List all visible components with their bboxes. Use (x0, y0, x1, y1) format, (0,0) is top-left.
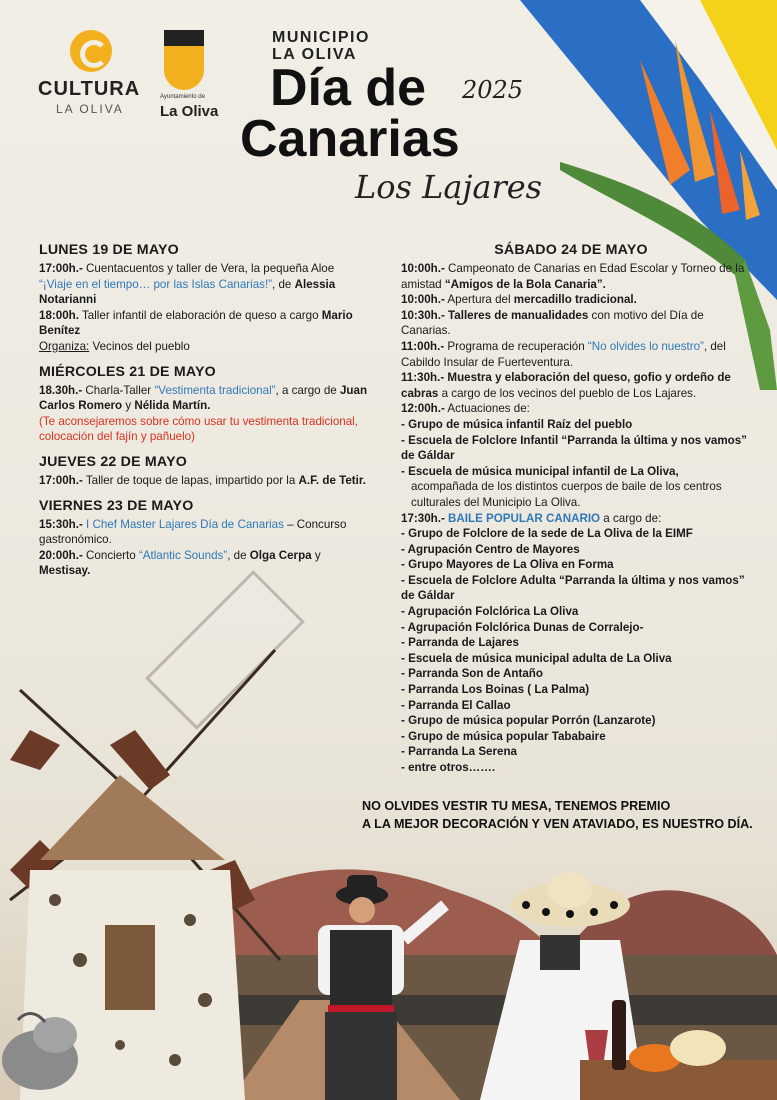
list-item: - Escuela de música municipal infantil de La Oliva, (401, 464, 679, 478)
event-sabado-1: 10:00h.- Campeonato de Canarias en Edad Escolar y Torneo de la amistad “Amigos de la Bola Canaria”. (401, 262, 745, 291)
municipio-line1: MUNICIPIO (272, 29, 370, 46)
list-item: - Grupo de música infantil Raíz del pueblo (401, 417, 633, 431)
list-item: - Grupo de música popular Tababaire (401, 729, 606, 743)
cultura-logo-sub: LA OLIVA (56, 102, 124, 116)
schedule-left-column (39, 242, 369, 579)
goat-icon (2, 1014, 78, 1091)
event-viernes-2: 20:00h.- Concierto “Atlantic Sounds”, de Olga Cerpa y Mestisay. (39, 548, 321, 578)
event-miercoles-1: 18.30h.- Charla-Taller “Vestimenta tradicional”, a cargo de Juan Carlos Romero y Nélida Martín. (39, 383, 368, 413)
list-item: - Parranda de Lajares (401, 636, 519, 650)
list-item: - entre otros……. (401, 761, 496, 774)
day-heading-sabado: SÁBADO 24 DE MAYO (494, 242, 648, 258)
list-item: - Parranda La Serena (401, 745, 517, 759)
list-item: - Agrupación Folclórica Dunas de Corralejo- (401, 620, 644, 634)
list-item: - Escuela de Folclore Adulta “Parranda la última y nos vamos” de Gáldar (401, 573, 745, 603)
schedule-right-column (401, 242, 751, 776)
title-dia-de: Día de (270, 59, 427, 117)
event-sabado-6: 12:00h.- Actuaciones de: (401, 402, 530, 416)
place-los-lajares: Los Lajares (355, 168, 543, 206)
day-heading-miercoles: MIÉRCOLES 21 DE MAYO (39, 363, 216, 380)
castle-icon (164, 30, 204, 40)
ayuntamiento-name: La Oliva (160, 103, 219, 120)
event-jueves-1: 17:00h.- Taller de toque de lapas, impartido por la A.F. de Tetir. (39, 473, 366, 487)
list-item: - Parranda El Callao (401, 698, 511, 712)
list-item-tail: acompañada de los distintos cuerpos de baile de los centros culturales del Municipio La Oliva. (411, 480, 722, 509)
event-sabado-2: 10:00h.- Apertura del mercadillo tradicional. (401, 293, 637, 307)
event-lunes-2: 18:00h. Taller infantil de elaboración de queso a cargo Mario Benítez (39, 308, 353, 338)
list-item: - Parranda Son de Antaño (401, 667, 543, 681)
list-item: - Escuela de Folclore Infantil “Parranda la última y nos vamos” de Gáldar (401, 433, 747, 463)
shield-icon (164, 40, 204, 90)
cultura-la-oliva-logo (38, 30, 148, 120)
event-sabado-5: 11:30h.- Muestra y elaboración del queso, gofio y ordeño de cabras a cargo de los vecinos del pueblo de Los Lajares. (401, 371, 731, 400)
closing-message (362, 797, 762, 833)
event-lunes-1: 17:00h.- Cuentacuentos y taller de Vera, la pequeña Aloe “¡Viaje en el tiempo… por las Islas Canarias!”, de Alessia Notarianni (39, 262, 336, 307)
list-item: - Agrupación Folclórica La Oliva (401, 605, 579, 619)
day-heading-viernes: VIERNES 23 DE MAYO (39, 497, 194, 514)
event-viernes-1: 15:30h.- I Chef Master Lajares Día de Canarias – Concurso gastronómico. (39, 517, 347, 547)
event-sabado-3: 10:30h.- Talleres de manualidades con motivo del Día de Canarias. (401, 308, 704, 338)
ayuntamiento-label: Ayuntamiento de (160, 94, 205, 100)
list-item: - Grupo de música popular Porrón (Lanzarote) (401, 714, 656, 728)
municipio-line2: LA OLIVA (272, 46, 357, 63)
list-item: - Parranda Los Boinas ( La Palma) (401, 683, 590, 697)
note-miercoles: (Te aconsejaremos sobre cómo usar tu vestimenta tradicional, colocación del fajín y pañuelo) (39, 414, 358, 444)
day-heading-lunes: LUNES 19 DE MAYO (39, 242, 179, 258)
event-sabado-4: 11:00h.- Programa de recuperación “No olvides lo nuestro”, del Cabildo Insular de Fuerteventura. (401, 339, 726, 369)
list-item: - Agrupación Centro de Mayores (401, 542, 580, 556)
closing-line1: NO OLVIDES VESTIR TU MESA, TENEMOS PREMIO (362, 799, 671, 813)
cultura-swirl-icon (70, 30, 112, 72)
day-heading-jueves: JUEVES 22 DE MAYO (39, 453, 187, 470)
list-item: - Grupo Mayores de La Oliva en Forma (401, 558, 614, 572)
ayuntamiento-logo (160, 30, 230, 120)
event-sabado-7: 17:30h.- BAILE POPULAR CANARIO a cargo de: (401, 511, 662, 525)
list-item: - Grupo de Folclore de la sede de La Oliva de la EIMF (401, 527, 693, 541)
year: 2025 (462, 76, 524, 104)
municipio-label (272, 29, 370, 63)
list-item: - Escuela de música municipal adulta de La Oliva (401, 651, 672, 665)
closing-line2: A LA MEJOR DECORACIÓN Y VEN ATAVIADO, ES NUESTRO DÍA. (362, 817, 753, 831)
title-canarias: Canarias (240, 110, 460, 168)
cultura-logo-word: CULTURA (38, 78, 141, 100)
organizer-lunes: Organiza: Vecinos del pueblo (39, 339, 190, 353)
